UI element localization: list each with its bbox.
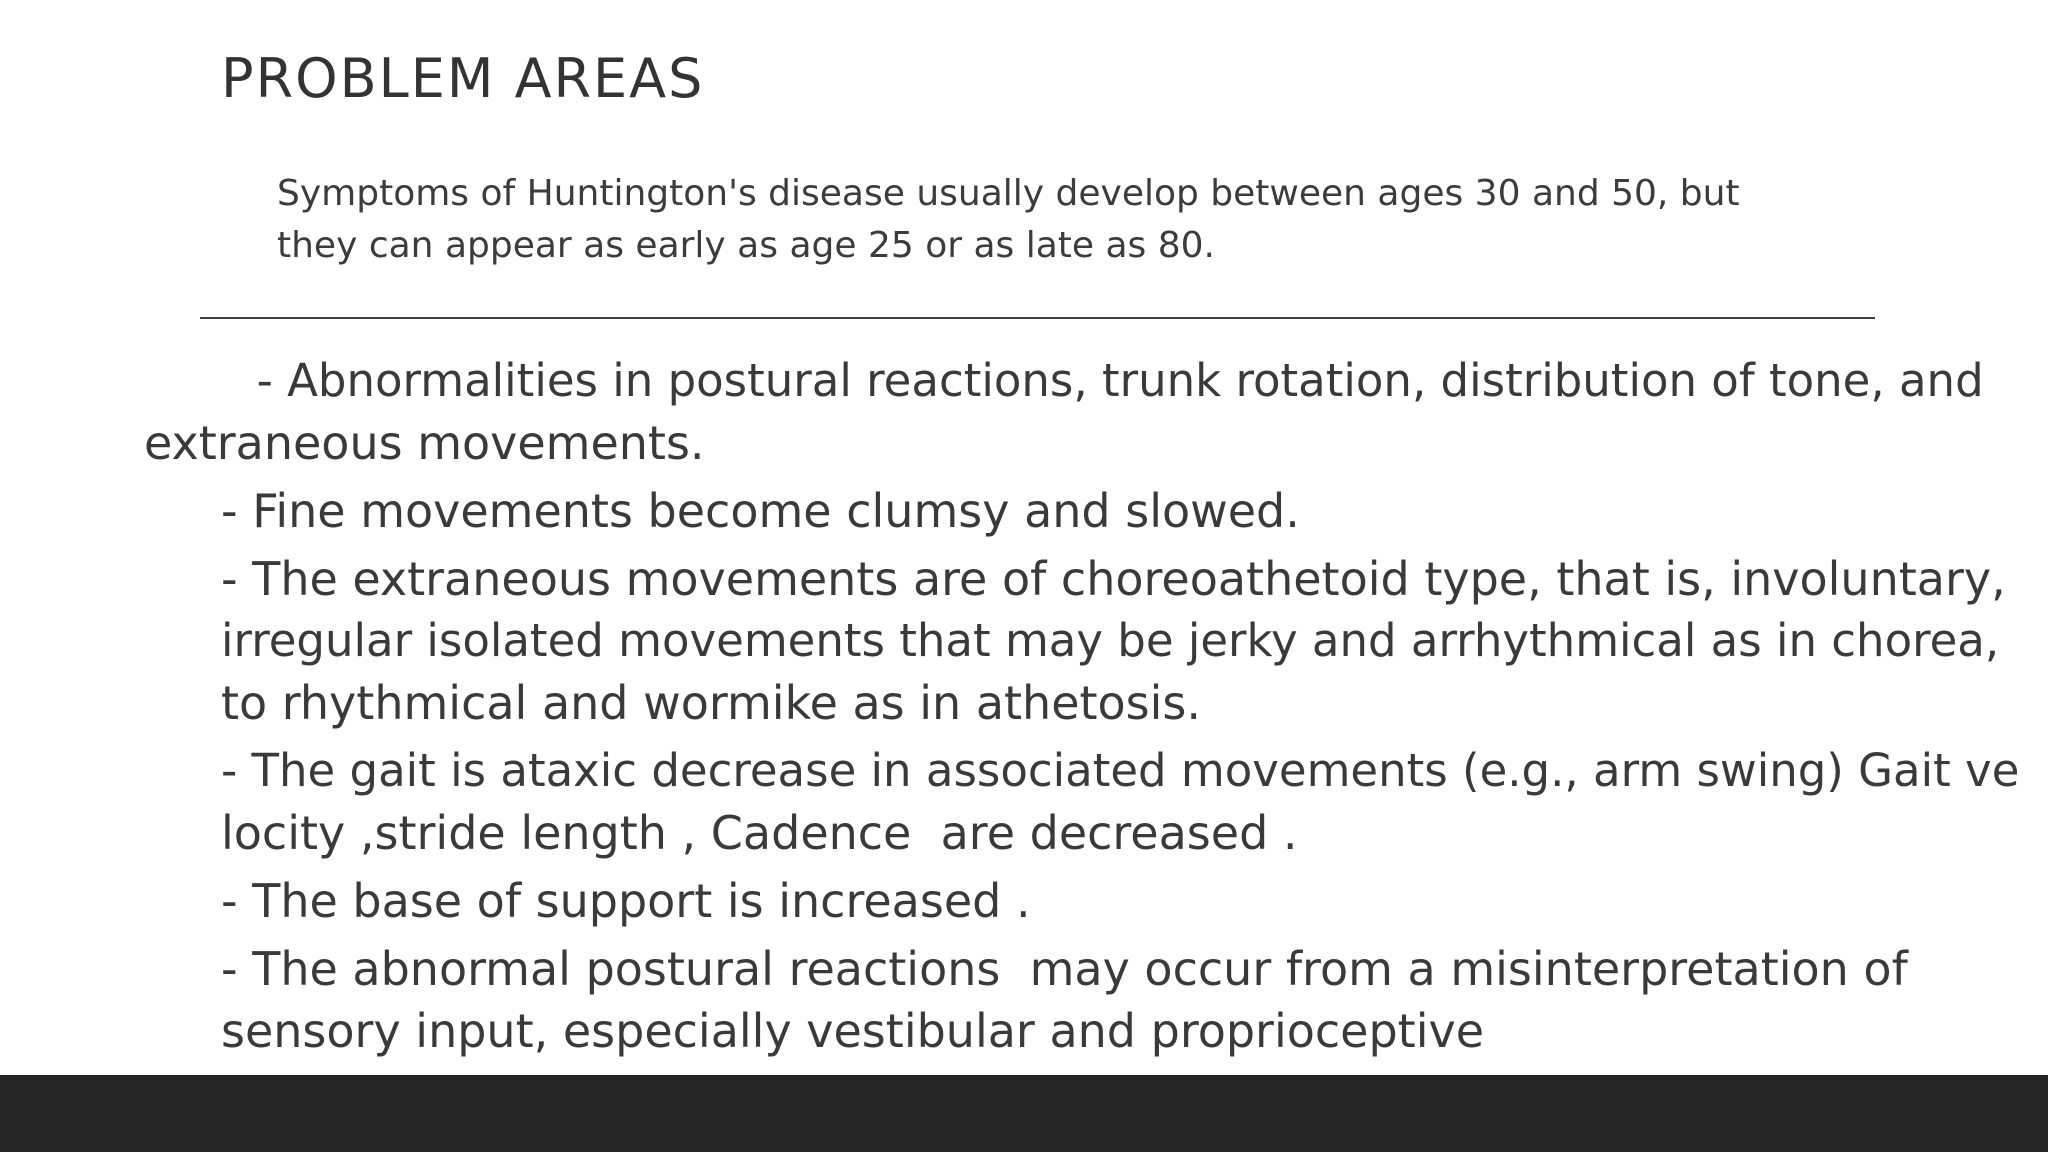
body-line: - The extraneous movements are of choreoathetoid type, that is, involuntary, bbox=[221, 552, 2006, 606]
body-line: - The gait is ataxic decrease in associated movements (e.g., arm swing) Gait ve bbox=[221, 744, 2020, 797]
body-line: - The abnormal postural reactions may occur from a misinterpretation of bbox=[221, 942, 1908, 996]
body-line: irregular isolated movements that may be jerky and arrhythmical as in chorea, bbox=[221, 614, 2000, 667]
divider-line bbox=[200, 317, 1875, 319]
body-line: extraneous movements. bbox=[144, 416, 705, 470]
footer-bar bbox=[0, 1075, 2048, 1152]
body-line: - The base of support is increased . bbox=[221, 874, 1031, 928]
subtitle-line: Symptoms of Huntington's disease usually develop between ages 30 and 50, but bbox=[277, 173, 1740, 214]
subtitle-line: they can appear as early as age 25 or as late as 80. bbox=[277, 225, 1216, 266]
body-line: - Fine movements become clumsy and slowed. bbox=[221, 484, 1300, 538]
body-line: to rhythmical and wormike as in athetosis. bbox=[221, 676, 1202, 730]
body-line: - Abnormalities in postural reactions, trunk rotation, distribution of tone, and bbox=[228, 354, 1984, 407]
body-line: sensory input, especially vestibular and proprioceptive bbox=[221, 1004, 1485, 1058]
slide-subtitle bbox=[277, 168, 1797, 272]
slide-title: PROBLEM AREAS bbox=[221, 47, 705, 110]
body-line: locity ,stride length , Cadence are decreased . bbox=[221, 806, 1298, 860]
